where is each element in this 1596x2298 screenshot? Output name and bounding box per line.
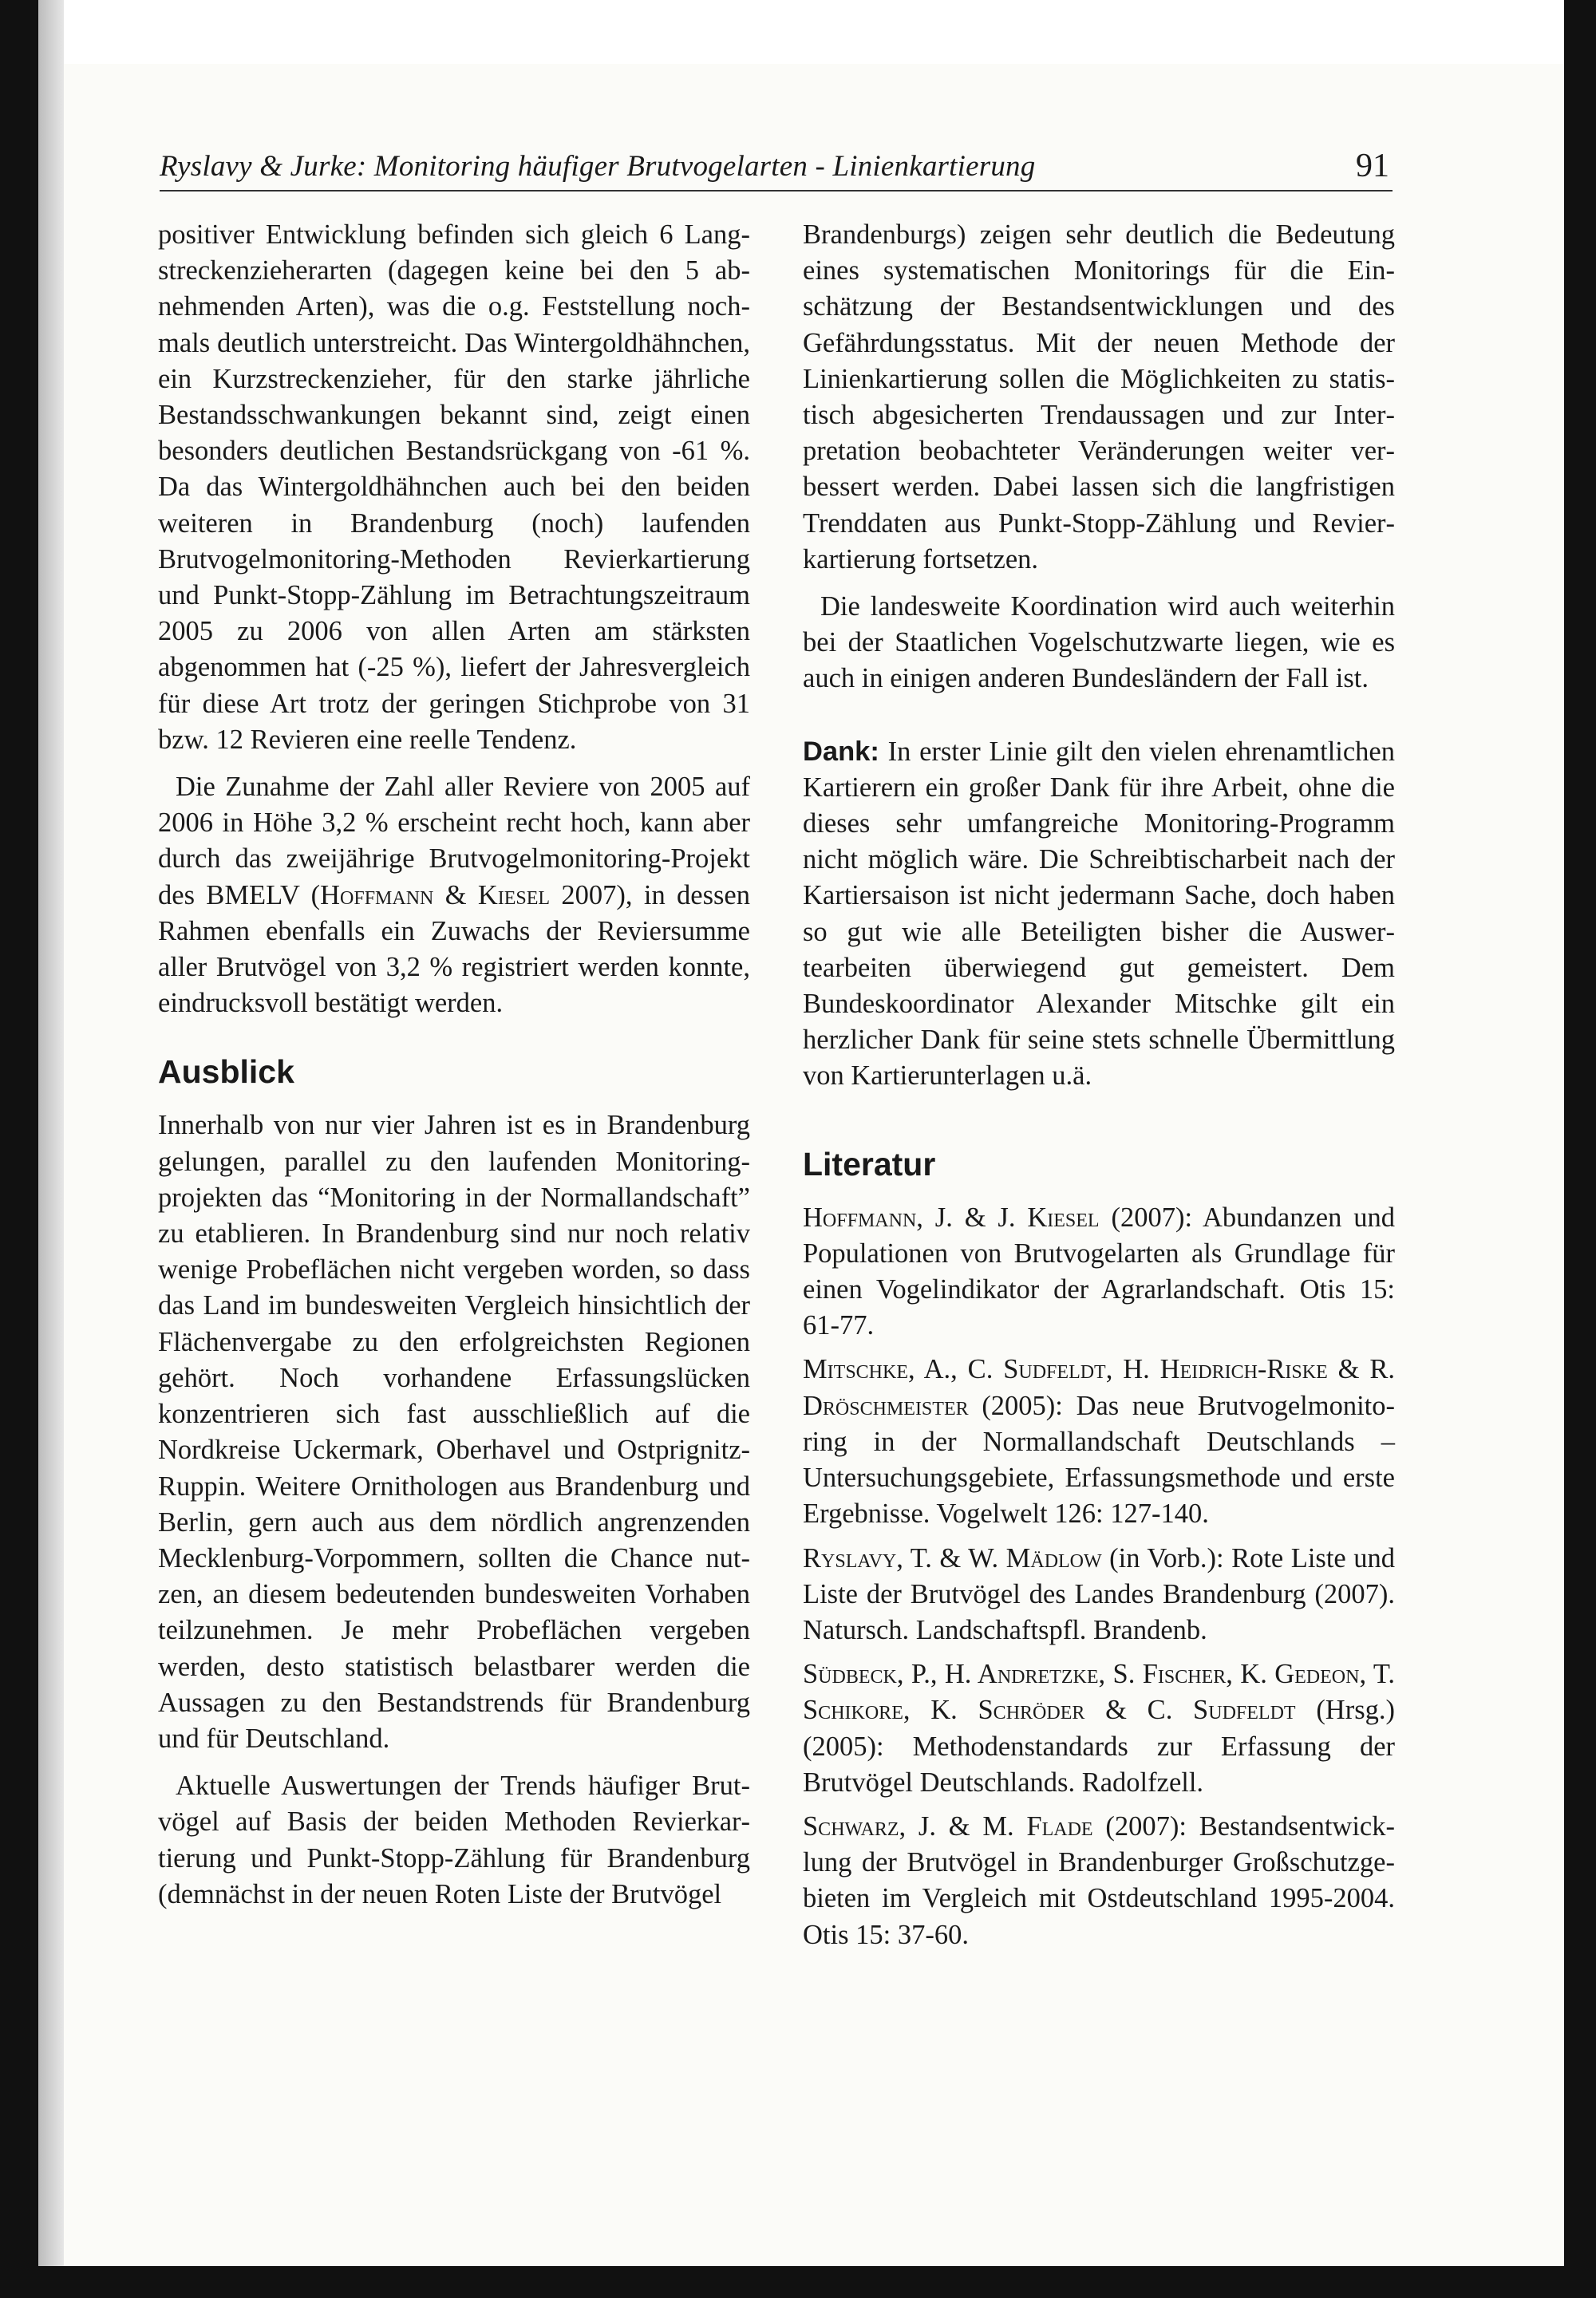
section-heading-literatur: Literatur [803,1145,936,1183]
reference-text: (in Vorb.): Rote Liste und Liste der Brutvögel des Landes Brandenburg (2007). Natursch. Landschaftspfl. Brandenb. [803,1542,1395,1645]
text-span: Die Zunahme der Zahl aller Reviere von 2005 auf 2006 in Höhe 3,2 % erscheint recht hoch, kann aber durch das zweijährige Brutvogelmonitoring-Projekt des BMELV ( [158,772,750,910]
scan-border-right [1564,0,1596,2298]
paragraph-trend-species: positiver Entwicklung befinden sich gleich 6 Langstreckenzieherarten (dagegen keine bei den 5 abnehmenden Arten), was die o.g. Feststellung nochmals deutlich unterstreicht. Das Wintergoldhähnchen, ein Kurzstreckenzieher, für den starke jährliche Bestandsschwankungen bekannt sind, zeigt einen besonders deutlichen Bestandsrückgang von -61 %. Da das Wintergoldhähnchen auch bei den beiden weiteren in Brandenburg (noch) laufenden Brutvogelmonitoring-Methoden Revierkartierung und Punkt-Stopp-Zählung im Betrachtungszeitraum 2005 zu 2006 von allen Arten am stärksten abgenommen hat (-25 %), liefert der Jahresvergleich für diese Art trotz der geringen Stichprobe von 31 bzw. 12 Revieren eine reelle Tendenz. [158,219,750,755]
right-column [803,217,1395,1953]
running-header-title: Ryslavy & Jurke: Monitoring häufiger Brutvogelarten - Linienkartierung [160,150,1036,183]
scan-border-bottom [0,2266,1596,2298]
reference-text: (2005): Das neue Brutvogelmonitoring in der Normallandschaft Deutschlands – Untersuchungsgebiete, Erfassungsmethode und erste Ergebnisse. Vogelwelt 126: 127-140. [803,1390,1395,1530]
reference-authors: Südbeck, P., H. Andretzke, S. Fischer, K. Gedeon, T. Schikore, K. Schröder & C. Sudfeldt [803,1659,1395,1726]
left-column [158,217,750,1913]
reference-authors: Ryslavy, T. & W. Mädlow [803,1542,1102,1573]
section-heading-ausblick: Ausblick [158,1053,294,1091]
binding-gutter [0,0,38,2298]
paragraph-monitoring-importance: Brandenburgs) zeigen sehr deutlich die Bedeutung eines systematischen Monitorings für die Einschätzung der Bestandsentwicklungen und des Gefährdungsstatus. Mit der neuen Methode der Linienkartierung sollen die Möglichkeiten zu statistisch abgesicherten Trendaussagen und zur Interpretation beobachteter Veränderungen weiter verbessert werden. Dabei lassen sich die langfristigen Trenddaten aus Punkt-Stopp-Zählung und Revierkartierung fortsetzen. [803,219,1395,574]
reference-authors: Schwarz, J. & M. Flade [803,1810,1093,1842]
binding-shadow [38,0,64,2298]
reference-text: (Hrsg.) (2005): Methodenstandards zur Erfassung der Brutvögel Deutschlands. Radolfzell. [803,1695,1395,1798]
reference-entry [803,1809,1395,1953]
paragraph-outlook: Innerhalb von nur vier Jahren ist es in Brandenburg gelungen, parallel zu den laufenden Monitoringprojekten das “Monitoring in der Normallandschaft” zu etablieren. In Brandenburg sind nur noch relativ wenige Probeflächen nicht vergeben worden, so dass das Land im bundesweiten Vergleich hinsichtlich der Flächenvergabe zu den erfolgreichsten Regionen gehört. Noch vorhandene Erfassungslücken konzentrieren sich fast ausschließlich auf die Nordkreise Uckermark, Oberhavel und Ostprignitz-Ruppin. Weitere Ornithologen aus Brandenburg und Berlin, gern auch aus dem nördlich angrenzenden Mecklenburg-Vorpommern, sollten die Chance nutzen, an diesem bedeutenden bundesweiten Vorhaben teilzunehmen. Je mehr Probeflächen vergeben werden, desto statistisch belastbarer werden die Aussagen zu den Bestandstrends für Brandenburg und für Deutschland. [158,1110,750,1754]
citation-author: Kiesel [477,879,551,910]
reference-entry [803,1352,1395,1532]
citation-author: Hoffmann [320,879,434,910]
reference-authors: Mitschke, A., C. Sudfeldt, H. Heidrich-Riske & R. Dröschmeister [803,1354,1395,1421]
text-span: & [433,879,478,910]
running-header [160,142,1393,192]
acknowledgements-text: In erster Linie gilt den vielen ehrenamtlichen Kartierern ein großer Dank für ihre Arbeit, ohne die dieses sehr umfangreiche Monitoring-Programm nicht möglich wäre. Die Schreibtischarbeit nach der Kartiersaison ist nicht jedermann Sache, doch haben so gut wie alle Beteiligten bisher die Auswertearbeiten überwiegend gut gemeistert. Dem Bundeskoordinator Alexander Mitschke gilt ein herzlicher Dank für seine stets schnelle Übermittlung von Kartierunterlagen u.ä. [803,736,1395,1092]
reference-text: (2007): Abundanzen und Populationen von Brutvogelarten als Grundlage für einen Vogelindikator der Agrarlandschaft. Otis 15: 61-77. [803,1202,1395,1341]
paragraph-coordination: Die landesweite Koordination wird auch weiterhin bei der Staatlichen Vogelschutzwarte liegen, wie es auch in einigen anderen Bundesländern der Fall ist. [803,591,1395,694]
paragraph-current-evaluations: Aktuelle Auswertungen der Trends häufiger Brutvögel auf Basis der beiden Methoden Revierkartierung und Punkt-Stopp-Zählung für Brandenburg (demnächst in der neuen Roten Liste der Brutvögel [158,1771,750,1909]
reference-entry [803,1200,1395,1344]
text-span: 2007), in dessen Rahmen ebenfalls ein Zuwachs der Reviersumme aller Brutvögel von 3,2 % registriert werden konnte, eindrucksvoll bestätigt werden. [158,879,751,1019]
reference-authors: Hoffmann, J. & J. Kiesel [803,1202,1100,1233]
page-number: 91 [1356,148,1389,184]
paragraph-territory-increase [158,769,750,1021]
reference-entry [803,1541,1395,1649]
paragraph-acknowledgements [803,734,1395,1095]
reference-entry [803,1656,1395,1801]
acknowledgements-label: Dank: [803,736,879,767]
reference-text: (2007): Bestandsentwicklung der Brutvögel in Brandenburger Großschutzgebieten im Vergleich mit Ostdeutschland 1995-2004. Otis 15: 37-60. [803,1810,1395,1950]
